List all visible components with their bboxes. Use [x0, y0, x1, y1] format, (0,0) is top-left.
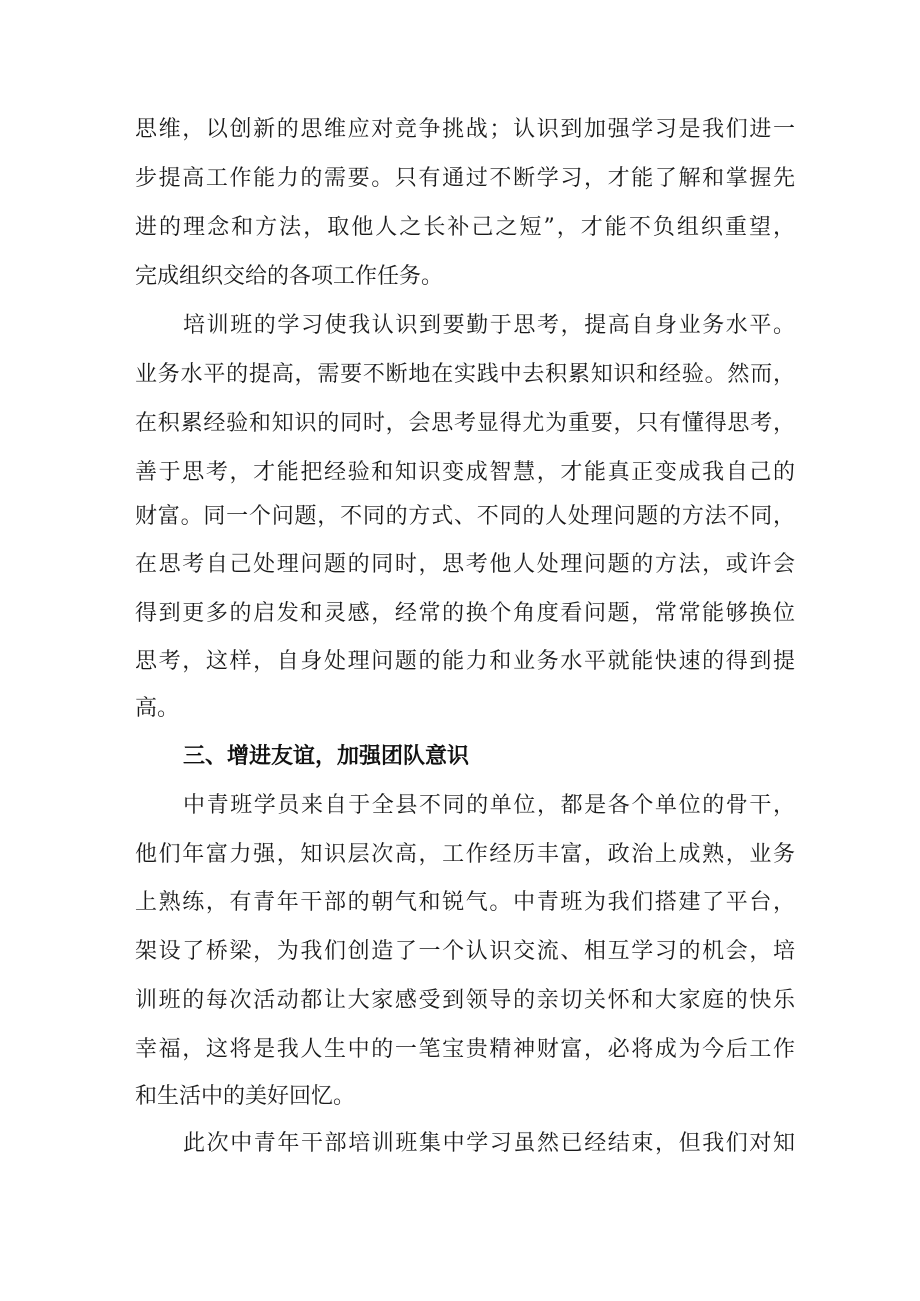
paragraph-line: 在思考自己处理问题的同时，思考他人处理问题的方法，或许会	[135, 552, 795, 577]
paragraph-line: 上熟练，有青年干部的朝气和锐气。中青班为我们搭建了平台，	[135, 890, 795, 915]
paragraph-line: 幸福，这将是我人生中的一笔宝贵精神财富，必将成为今后工作	[135, 1037, 795, 1062]
paragraph-line: 和生活中的美好回忆。	[135, 1084, 356, 1109]
paragraph-line: 得到更多的启发和灵感，经常的换个角度看问题，常常能够换位	[135, 601, 795, 626]
paragraph-line: 步提高工作能力的需要。只有通过不断学习，才能了解和掌握先	[135, 166, 795, 191]
paragraph-line: 善于思考，才能把经验和知识变成智慧，才能真正变成我自己的	[135, 460, 795, 485]
paragraph-line: 此次中青年干部培训班集中学习虽然已经结束，但我们对知	[183, 1131, 795, 1156]
paragraph-line: 财富。同一个问题，不同的方式、不同的人处理问题的方法不同，	[135, 504, 795, 529]
paragraph-line: 他们年富力强，知识层次高，工作经历丰富，政治上成熟，业务	[135, 842, 795, 867]
paragraph-line: 业务水平的提高，需要不断地在实践中去积累知识和经验。然而，	[135, 362, 795, 387]
paragraph-line: 高。	[135, 696, 180, 721]
paragraph-line: 中青班学员来自于全县不同的单位，都是各个单位的骨干，	[183, 793, 795, 818]
paragraph-line: 思维，以创新的思维应对竞争挑战；认识到加强学习是我们进一	[135, 117, 795, 142]
paragraph-line: 培训班的学习使我认识到要勤于思考，提高自身业务水平。	[183, 313, 795, 338]
section-heading: 三、增进友谊，加强团队意识	[183, 744, 470, 769]
paragraph-line: 思考，这样，自身处理问题的能力和业务水平就能快速的得到提	[135, 649, 795, 674]
paragraph-line: 架设了桥梁，为我们创造了一个认识交流、相互学习的机会，培	[135, 939, 795, 964]
paragraph-line: 在积累经验和知识的同时，会思考显得尤为重要，只有懂得思考，	[135, 411, 795, 436]
paragraph-line: 完成组织交给的各项工作任务。	[135, 264, 444, 289]
paragraph-line: 训班的每次活动都让大家感受到领导的亲切关怀和大家庭的快乐	[135, 988, 795, 1013]
paragraph-line: 进的理念和方法，取他人之长补己之短”，才能不负组织重望，	[135, 215, 795, 240]
